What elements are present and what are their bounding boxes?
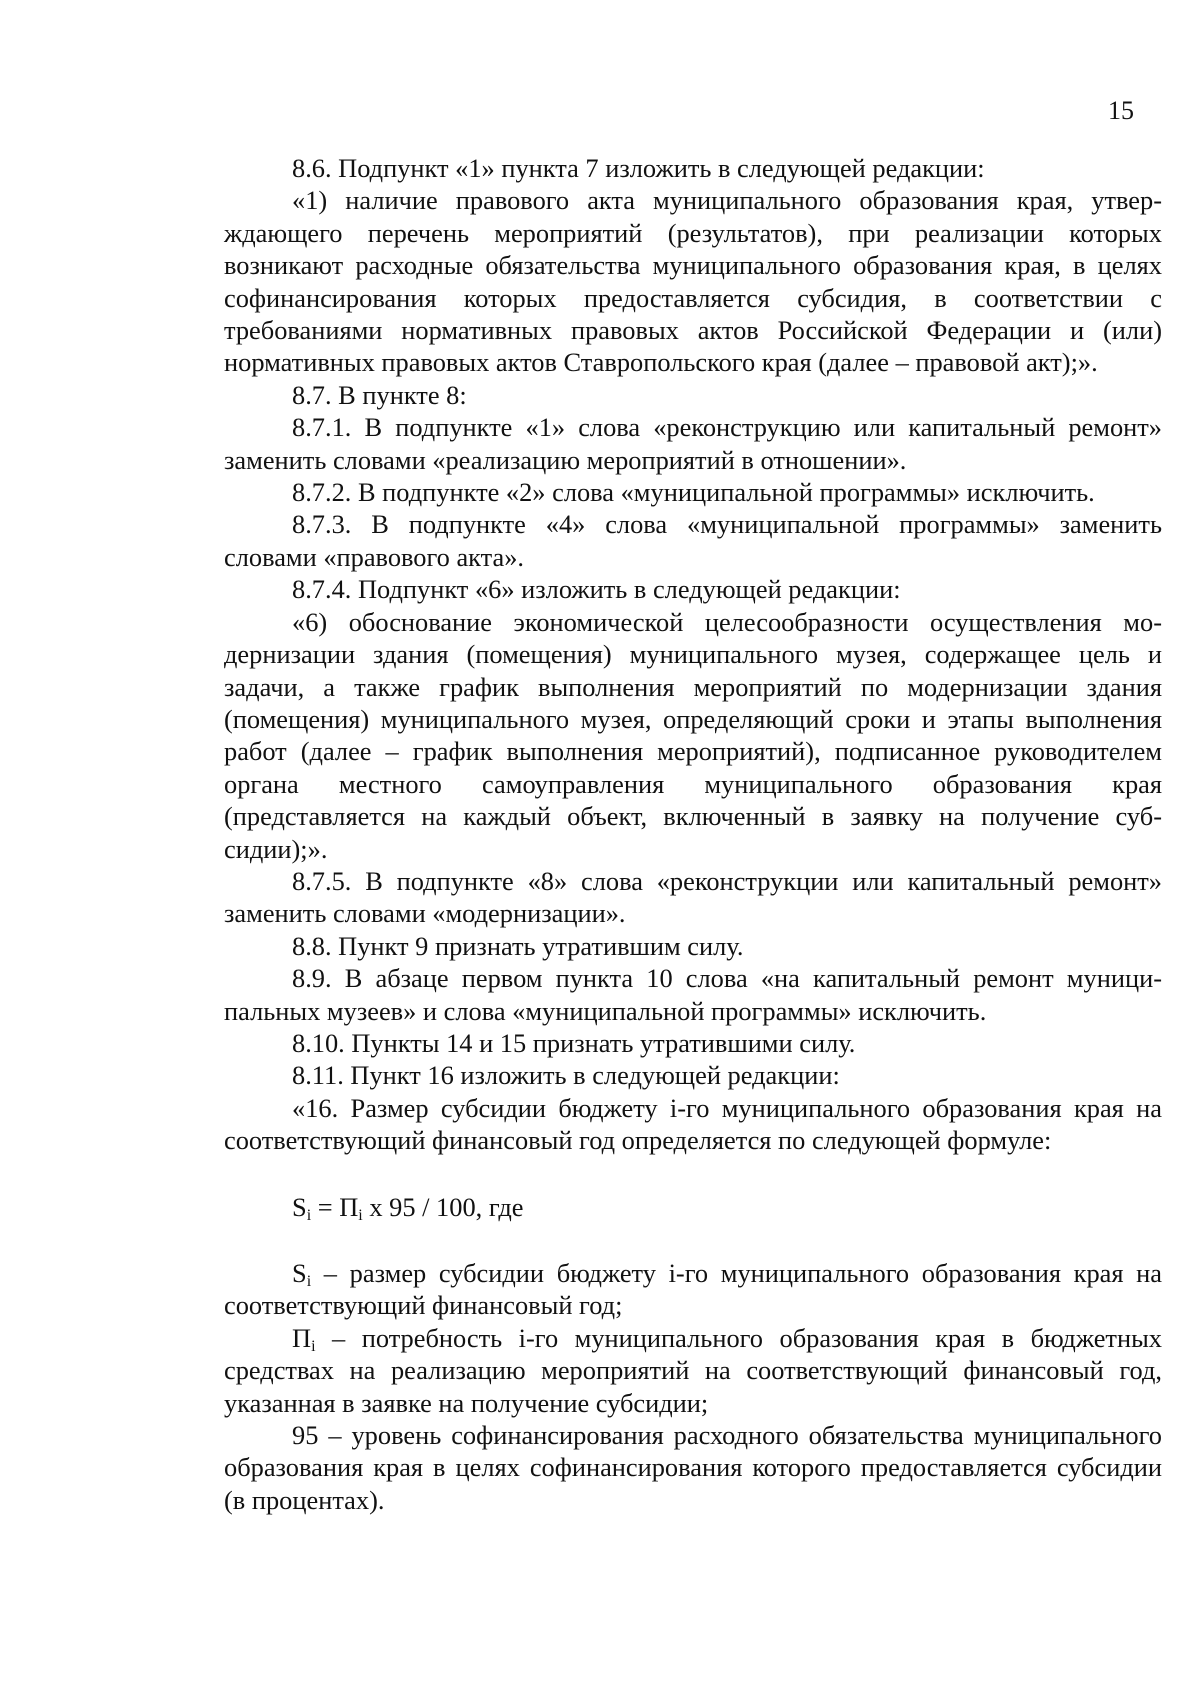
definition-p xyxy=(224,1322,1162,1419)
definition-s-symbol: S xyxy=(292,1258,307,1288)
paragraph-8-7-5: 8.7.5. В подпункте «8» слова «реконструкции или капитальный ремонт» заменить словами «модернизации». xyxy=(224,865,1162,929)
formula-s-symbol: S xyxy=(292,1191,307,1222)
paragraph-subpoint-1-text: «1) наличие правового акта муниципального образования края, утверждающего перечень мероприятий (результатов), при реализации которых возникают расходные обязательства муниципального образования края, в целях софинансирования которых предоставляется субсидия, в соответствии с требованиями нормативных правовых актов Российской Федерации и (или) нормативных правовых актов Ставропольского края (далее – правовой акт);». xyxy=(224,185,1162,378)
paragraph-8-7-1: 8.7.1. В подпункте «1» слова «реконструкцию или капитальный ремонт» заменить словами «реализацию мероприятий в отношении». xyxy=(224,412,1162,475)
paragraph-8-7-3: 8.7.3. В подпункте «4» слова «муниципальной программы» заменить словами «правового акта». xyxy=(224,509,1162,572)
definition-95 xyxy=(224,1419,1162,1516)
paragraph-8-7-2: 8.7.2. В подпункте «2» слова «муниципальной программы» исключить. xyxy=(292,477,1095,508)
paragraph-8-11: 8.11. Пункт 16 изложить в следующей редакции: xyxy=(292,1060,840,1091)
definition-s-subscript: i xyxy=(306,1273,312,1290)
formula-p-symbol: П xyxy=(339,1191,359,1222)
paragraph-subpoint-6-text: «6) обоснование экономической целесообразности осуществления модернизации здания (помещения) муниципального музея, содержащее цель и задачи, а также график выполнения мероприятий по модернизации здания (помещения) муниципального музея, определяющий сроки и этапы выполнения работ (далее – график выполнения мероприятий), подписанное руководителем органа местного самоуправления муниципального образования края (представляется на каждый объект, включенный в заявку на получение субсидии);». xyxy=(224,606,1162,864)
paragraph-8-6: 8.6. Подпункт «1» пункта 7 изложить в следующей редакции: xyxy=(292,153,985,183)
document-body xyxy=(224,152,1162,1516)
paragraph-8-7-4: 8.7.4. Подпункт «6» изложить в следующей редакции: xyxy=(292,574,901,605)
definition-p-text: – потребность i-го муниципального образования края в бюджетных средствах на реализацию мероприятий на соответствующий финансовый год, указанная в заявке на получение субсидии; xyxy=(224,1322,1162,1418)
paragraph-8-7: 8.7. В пункте 8: xyxy=(292,379,467,410)
paragraph-point-16-text: «16. Размер субсидии бюджету i-го муниципального образования края на соответствующий финансовый год определяется по следующей формуле: xyxy=(224,1092,1162,1156)
page-number: 15 xyxy=(1108,96,1134,125)
subsidy-formula xyxy=(224,1191,1162,1223)
formula-equals: = xyxy=(311,1191,340,1222)
definition-p-symbol: П xyxy=(292,1322,312,1353)
formula-rest: х 95 / 100, где xyxy=(362,1191,524,1222)
paragraph-8-8: 8.8. Пункт 9 признать утратившим силу. xyxy=(292,930,744,961)
definition-p-subscript: i xyxy=(311,1337,316,1355)
definition-s xyxy=(224,1257,1162,1322)
paragraph-8-10: 8.10. Пункты 14 и 15 признать утратившими силу. xyxy=(292,1027,856,1058)
paragraph-8-9: 8.9. В абзаце первом пункта 10 слова «на капитальный ремонт муниципальных музеев» и слова «муниципальной программы» исключить. xyxy=(224,963,1162,1026)
definition-95-text: – уровень софинансирования расходного обязательства муниципального образования края в целях софинансирования которого предоставляется субсидии (в процентах). xyxy=(224,1420,1162,1515)
formula-p-subscript: i xyxy=(358,1206,363,1224)
definition-95-symbol: 95 xyxy=(292,1420,319,1451)
definition-s-text: – размер субсидии бюджету i-го муниципального образования края на соответствующий финансовый год; xyxy=(224,1258,1162,1321)
formula-s-subscript: i xyxy=(306,1206,312,1224)
